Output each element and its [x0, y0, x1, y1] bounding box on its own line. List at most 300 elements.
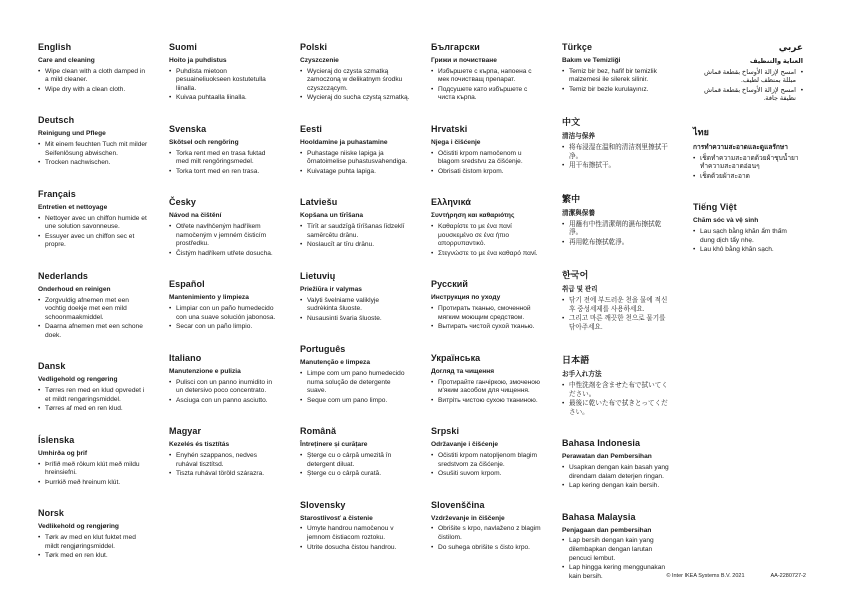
bullet-text: Mit einem feuchten Tuch mit milder Seifenlösung abwischen.	[45, 141, 148, 157]
bullet-icon: •	[300, 67, 303, 75]
bullet-text: Kuivaa puhtaalla liinalla.	[176, 94, 247, 102]
language-section	[38, 271, 148, 341]
bullet-text: Temiz bir bezle kurulayınız.	[569, 85, 649, 93]
bullet-text: Þrífið með rökum klút með mildu hreinsiefni.	[45, 460, 140, 477]
bullet-item	[562, 464, 672, 481]
bullet-text: Zorgvuldig afnemen met een vochtig doekje met een mild schoonmaakmiddel.	[45, 296, 129, 321]
bullet-icon: •	[562, 537, 565, 545]
bullet-text: เช็ดด้วยผ้าสะอาด	[700, 172, 750, 180]
language-name: Slovensky	[300, 499, 346, 510]
language-section	[169, 124, 279, 176]
bullet-icon: •	[431, 67, 434, 75]
section-title: Starostlivosť a čistenie	[300, 514, 373, 522]
bullet-text: Wipe dry with a clean cloth.	[45, 85, 126, 93]
bullet-icon: •	[431, 249, 434, 257]
bullet-icon: •	[562, 297, 565, 304]
bullet-item	[431, 379, 541, 396]
bullet-icon: •	[562, 238, 565, 246]
section-title: Návod na čištění	[169, 212, 222, 220]
bullet-text: Puhdista mietoon pesuaineliuokseen kostutetulla liinalla.	[176, 67, 266, 92]
bullet-icon: •	[38, 478, 41, 486]
bullet-icon: •	[431, 223, 434, 231]
bullet-icon: •	[431, 323, 434, 331]
bullet-text: Витріть чистою сухою тканиною.	[438, 396, 538, 404]
language-section	[300, 42, 410, 103]
bullet-icon: •	[431, 149, 434, 157]
bullet-text: 用干布擦拭干。	[569, 162, 616, 170]
bullet-text: Șterge cu o cârpă curată.	[307, 470, 382, 478]
bullet-item	[300, 168, 410, 177]
bullet-text: Valyti švelniame valiklyje sudrėkinta šluoste.	[307, 296, 380, 313]
bullet-icon: •	[431, 470, 434, 478]
bullet-item	[693, 69, 803, 86]
bullet-icon: •	[800, 86, 803, 94]
language-section	[300, 344, 410, 405]
bullet-item	[169, 150, 279, 167]
bullet-text: Wycieraj do czysta szmatką zamoczoną w delikatnym środku czyszczącym.	[307, 67, 403, 92]
language-section	[562, 512, 672, 582]
bullet-text: Torka torrt med en ren trasa.	[176, 167, 260, 175]
bullet-text: Obrisati čistom krpom.	[438, 167, 504, 175]
bullet-icon: •	[300, 167, 303, 175]
bullet-icon: •	[693, 228, 696, 236]
bullet-text: Trocken nachwischen.	[45, 159, 111, 167]
bullet-text: Вытирать чистой сухой тканью.	[438, 323, 535, 331]
language-section	[562, 268, 672, 332]
bullet-icon: •	[169, 470, 172, 478]
bullet-icon: •	[300, 525, 303, 533]
language-section	[431, 124, 541, 176]
bullet-icon: •	[169, 305, 172, 313]
language-name: Русский	[431, 279, 469, 290]
language-section	[562, 42, 672, 94]
bullet-item	[562, 564, 672, 581]
section-title: Njega i čišćenje	[431, 138, 481, 146]
bullet-icon: •	[38, 85, 41, 93]
bullet-item	[38, 141, 148, 158]
bullet-item	[562, 315, 672, 332]
bullet-item	[38, 405, 148, 414]
bullet-text: Lau sạch bằng khăn ẩm thấm dung dịch tẩy nhẹ.	[700, 228, 787, 244]
language-section	[431, 197, 541, 258]
bullet-text: Tørres af med en ren klud.	[45, 405, 123, 413]
bullet-icon: •	[38, 67, 41, 75]
bullet-text: Tīrīt ar saudzīgā tīrīšanas līdzeklī samērcētu drānu.	[307, 223, 405, 239]
bullet-text: Čistým hadříkem utřete dosucha.	[176, 249, 273, 257]
bullet-item	[169, 223, 279, 249]
section-title: 취급 및 관리	[562, 286, 598, 294]
bullet-icon: •	[300, 94, 303, 102]
bullet-icon: •	[38, 323, 41, 331]
bullet-icon: •	[169, 323, 172, 331]
language-section	[169, 426, 279, 478]
bullet-text: Torka rent med en trasa fuktad med milt rengöringsmedel.	[176, 149, 266, 166]
bullet-text: Tørk av med en klut fuktet med mildt rengjøringsmiddel.	[45, 533, 136, 550]
bullet-text: 将布浸湿在温和的清洁剂里擦拭干净。	[569, 144, 668, 160]
bullet-text: Enyhén szappanos, nedves ruhával tisztítsd.	[176, 451, 258, 468]
bullet-icon: •	[38, 214, 41, 222]
bullet-icon: •	[169, 378, 172, 386]
bullet-icon: •	[562, 315, 565, 323]
section-title: Kopšana un tīrīšana	[300, 212, 364, 220]
language-section	[300, 426, 410, 478]
bullet-icon: •	[431, 525, 434, 533]
bullet-item	[169, 250, 279, 259]
text-column	[300, 42, 410, 595]
bullet-item	[38, 86, 148, 95]
bullet-item	[169, 470, 279, 479]
bullet-item	[562, 68, 672, 85]
bullet-icon: •	[431, 396, 434, 404]
bullet-text: 用蘸有中性清潔劑的濕布擦拭乾淨。	[569, 220, 662, 237]
bullet-text: Utrite dosucha čistou handrou.	[307, 543, 397, 551]
bullet-item	[562, 162, 672, 171]
bullet-icon: •	[38, 552, 41, 560]
bullet-icon: •	[431, 85, 434, 93]
bullet-item	[38, 233, 148, 250]
bullet-icon: •	[300, 543, 303, 551]
language-name: Deutsch	[38, 115, 75, 126]
bullet-icon: •	[300, 223, 303, 231]
bullet-icon: •	[693, 172, 696, 180]
bullet-text: Στεγνώστε το με ένα καθαρό πανί.	[438, 249, 538, 257]
bullet-text: 中性洗剤を含ませた布で拭いてください。	[569, 381, 668, 398]
bullet-item	[693, 228, 803, 245]
section-title: Vedlikehold og rengjøring	[38, 523, 119, 531]
language-name: ไทย	[693, 126, 710, 137]
bullet-item	[431, 223, 541, 249]
bullet-item	[431, 86, 541, 103]
bullet-icon: •	[38, 141, 41, 149]
bullet-item	[562, 482, 672, 491]
bullet-item	[431, 470, 541, 479]
bullet-text: امسح لإزالة الأوساخ بقطعة قماش نظيفة جافة.	[703, 86, 796, 103]
bullet-icon: •	[38, 460, 41, 468]
bullet-item	[38, 534, 148, 551]
text-column	[38, 42, 148, 595]
bullet-item	[300, 68, 410, 94]
bullet-item	[300, 297, 410, 314]
section-title: Održavanje i čišćenje	[431, 441, 499, 449]
bullet-item	[169, 379, 279, 396]
bullet-text: Протирайте ганчіркою, змоченою м'яким засобом для чищення.	[438, 378, 540, 395]
bullet-text: Asciuga con un panno asciutto.	[176, 396, 268, 404]
bullet-item	[562, 297, 672, 314]
bullet-icon: •	[300, 314, 303, 322]
section-title: Chăm sóc và vệ sinh	[693, 217, 759, 225]
bullet-text: Tiszta ruhával töröld szárazra.	[176, 470, 265, 478]
language-name: 繁中	[562, 193, 581, 204]
language-name: Lietuvių	[300, 270, 336, 281]
text-column	[431, 42, 541, 595]
bullet-text: Καθαρίστε το με ένα πανί μουσκεμένο σε ένα ήπιο απορρυπαντικό.	[438, 223, 512, 248]
bullet-text: Pulisci con un panno inumidito in un detersivo poco concentrato.	[176, 378, 273, 395]
bullet-icon: •	[562, 67, 565, 75]
section-title: Συντήρηση και καθαριότης	[431, 212, 515, 220]
bullet-item	[38, 215, 148, 232]
bullet-text: Nettoyer avec un chiffon humide et une solution savonneuse.	[45, 214, 147, 231]
language-name: Eesti	[300, 123, 323, 134]
language-section	[38, 435, 148, 487]
language-name: Polski	[300, 42, 328, 52]
bullet-item	[562, 144, 672, 161]
language-name: Português	[300, 344, 346, 355]
language-name: Íslenska	[38, 434, 75, 445]
page-footer	[666, 573, 806, 579]
bullet-item	[38, 68, 148, 85]
bullet-icon: •	[38, 405, 41, 413]
language-name: Nederlands	[38, 270, 89, 281]
language-section	[562, 192, 672, 247]
language-section	[693, 125, 803, 181]
bullet-text: Otřete navlhčeným hadříkem namočeným v jemném čisticím prostředku.	[176, 223, 267, 248]
language-name: Български	[431, 42, 480, 52]
bullet-icon: •	[562, 144, 565, 152]
bullet-item	[431, 250, 541, 259]
language-name: 한국어	[562, 270, 589, 281]
language-name: Ελληνικά	[431, 197, 472, 208]
bullet-text: Tørk med en ren klut.	[45, 552, 108, 560]
bullet-text: Lap bersih dengan kain yang dilembapkan dengan larutan pencuci lembut.	[569, 537, 654, 562]
bullet-text: Umyte handrou namočenou v jemnom čistiacom roztoku.	[307, 525, 394, 541]
bullet-icon: •	[693, 154, 696, 162]
language-section	[693, 202, 803, 254]
bullet-item	[300, 223, 410, 240]
bullet-icon: •	[562, 220, 565, 228]
language-section	[562, 115, 672, 170]
language-section	[431, 42, 541, 103]
bullet-item	[38, 387, 148, 404]
language-section	[300, 197, 410, 249]
section-title: Întreținere și curățare	[300, 441, 368, 449]
language-section	[169, 279, 279, 331]
language-name: 日本語	[562, 355, 590, 366]
bullet-icon: •	[800, 68, 803, 76]
bullet-text: Puhastage niiske lapiga ja õrnatoimelise puhastusvahendiga.	[307, 149, 408, 166]
bullet-item	[169, 452, 279, 469]
language-name: Suomi	[169, 42, 198, 52]
bullet-text: Lap hingga kering menggunakan kain bersih.	[569, 564, 666, 580]
bullet-item	[431, 150, 541, 167]
bullet-text: Tørres ren med en klud opvredet i et mildt rengøringsmiddel.	[45, 387, 145, 403]
bullet-item	[562, 537, 672, 563]
section-title: Hoito ja puhdistus	[169, 57, 227, 64]
bullet-icon: •	[562, 482, 565, 490]
bullet-text: Daarna afnemen met een schone doek.	[45, 323, 143, 339]
bullet-text: Nusausinti švaria šluoste.	[307, 314, 382, 322]
bullet-item	[38, 461, 148, 478]
language-section	[300, 500, 410, 552]
bullet-text: 最後に乾いた布で拭きとってください。	[569, 400, 668, 416]
language-section	[38, 189, 148, 250]
bullet-item	[693, 87, 803, 104]
language-section	[693, 42, 803, 104]
bullet-text: Избършете с кърпа, напоена с мек почистващ препарат.	[438, 67, 532, 84]
section-title: Mantenimiento y limpieza	[169, 294, 249, 302]
section-title: Manutenzione e pulizia	[169, 367, 241, 375]
language-section	[169, 353, 279, 405]
language-name: Latviešu	[300, 197, 338, 208]
language-name: Bahasa Indonesia	[562, 438, 641, 449]
text-column	[169, 42, 279, 595]
language-name: Dansk	[38, 361, 66, 372]
bullet-icon: •	[169, 223, 172, 231]
bullet-text: Očistiti krpom natopljenom blagim sredstvom za čišćenje.	[438, 451, 537, 468]
bullet-item	[562, 221, 672, 238]
language-section	[38, 508, 148, 560]
section-title: Инструкция по уходу	[431, 294, 501, 302]
language-name: Tiếng Việt	[693, 202, 737, 213]
bullet-icon: •	[431, 451, 434, 459]
doc-number: AA-2280727-2	[770, 573, 806, 579]
bullet-item	[38, 159, 148, 168]
bullet-icon: •	[431, 305, 434, 313]
bullet-item	[169, 305, 279, 322]
section-title: Kezelés és tisztítás	[169, 441, 230, 449]
section-title: Penjagaan dan pembersihan	[562, 526, 652, 534]
bullet-icon: •	[300, 396, 303, 404]
language-name: Magyar	[169, 426, 202, 437]
bullet-item	[431, 305, 541, 322]
language-section	[431, 500, 541, 552]
bullet-item	[431, 397, 541, 406]
bullet-icon: •	[169, 94, 172, 102]
bullet-item	[562, 382, 672, 399]
bullet-item	[300, 544, 410, 553]
bullet-icon: •	[169, 396, 172, 404]
bullet-icon: •	[562, 463, 565, 471]
section-title: العناية والتنظيف	[749, 58, 803, 65]
bullet-item	[300, 94, 410, 103]
bullet-item	[300, 470, 410, 479]
section-title: Vedligehold og rengøring	[38, 376, 118, 384]
language-name: Français	[38, 188, 76, 199]
bullet-icon: •	[562, 381, 565, 389]
bullet-icon: •	[300, 241, 303, 249]
section-title: Care and cleaning	[38, 57, 95, 64]
bullet-icon: •	[431, 378, 434, 386]
language-name: Bahasa Malaysia	[562, 511, 636, 522]
bullet-text: Noslaucīt ar tīru drānu.	[307, 241, 375, 249]
bullet-text: Osušiti suvom krpom.	[438, 470, 502, 478]
bullet-icon: •	[169, 67, 172, 75]
bullet-icon: •	[562, 162, 565, 170]
language-section	[431, 279, 541, 331]
language-section	[300, 124, 410, 176]
bullet-text: Secar con un paño limpio.	[176, 323, 253, 331]
bullet-item	[38, 479, 148, 488]
section-title: Reinigung und Pflege	[38, 130, 106, 138]
bullet-text: 再用乾布擦拭乾淨。	[569, 238, 629, 246]
bullet-item	[38, 297, 148, 323]
bullet-icon: •	[693, 246, 696, 254]
bullet-item	[169, 168, 279, 177]
section-title: Perawatan dan Pembersihan	[562, 453, 652, 461]
section-title: Priežiūra ir valymas	[300, 285, 362, 293]
bullet-text: Lau khô bằng khăn sạch.	[700, 246, 774, 254]
language-name: Türkçe	[562, 42, 593, 52]
bullet-item	[431, 525, 541, 542]
bullet-text: Kuivatage puhta lapiga.	[307, 167, 376, 175]
bullet-text: Do suhega obrišite s čisto krpo.	[438, 543, 530, 551]
bullet-item	[169, 397, 279, 406]
language-section	[431, 353, 541, 405]
language-name: Norsk	[38, 508, 65, 519]
language-section	[169, 42, 279, 103]
bullet-text: Obrišite s krpo, navlaženo z blagim čistilom.	[438, 525, 541, 541]
language-name: Română	[300, 426, 337, 437]
bullet-text: Lap kering dengan kain bersih.	[569, 482, 660, 490]
bullet-item	[169, 68, 279, 94]
section-title: Czyszczenie	[300, 57, 339, 64]
copyright-text: © Inter IKEA Systems B.V. 2021	[666, 573, 745, 579]
bullet-text: Подсушете като избършете с чиста кърпа.	[438, 85, 528, 102]
section-title: Skötsel och rengöring	[169, 138, 239, 146]
bullet-text: เช็ดทำความสะอาดด้วยผ้าชุบน้ำยาทำความสะอาดอ่อนๆ	[700, 154, 799, 171]
bullet-text: Temiz bir bez, hafif bir temizlik malzemesi ile silerek silinir.	[569, 67, 657, 84]
bullet-icon: •	[38, 387, 41, 395]
section-title: การทำความสะอาดและดูแลรักษา	[693, 143, 788, 151]
bullet-text: Wipe clean with a cloth damped in a mild cleaner.	[45, 67, 146, 84]
section-title: Umhirða og þrif	[38, 449, 88, 457]
language-section	[431, 426, 541, 478]
bullet-text: Þurrkið með hreinum klút.	[45, 478, 121, 486]
bullet-icon: •	[431, 543, 434, 551]
section-title: Entretien et nettoyage	[38, 203, 108, 211]
bullet-item	[562, 86, 672, 95]
bullet-icon: •	[38, 533, 41, 541]
bullet-item	[300, 241, 410, 250]
bullet-item	[431, 168, 541, 177]
text-column	[562, 42, 672, 595]
bullet-icon: •	[169, 451, 172, 459]
language-name: Español	[169, 279, 205, 290]
language-name: 中文	[562, 117, 581, 128]
bullet-icon: •	[169, 249, 172, 257]
bullet-icon: •	[562, 400, 565, 408]
bullet-item	[431, 452, 541, 469]
text-column	[693, 42, 803, 595]
bullet-icon: •	[300, 296, 303, 304]
language-name: Česky	[169, 197, 197, 208]
bullet-item	[38, 552, 148, 561]
bullet-icon: •	[38, 296, 41, 304]
section-title: Догляд та чищення	[431, 367, 495, 375]
section-title: 清洁与保养	[562, 133, 595, 141]
bullet-icon: •	[169, 167, 172, 175]
bullet-text: Usapkan dengan kain basah yang direndam dalam deterjen ringan.	[569, 463, 669, 480]
bullet-icon: •	[300, 451, 303, 459]
bullet-text: Očistiti krpom namočenom u blagom sredstvu za čišćenje.	[438, 149, 523, 166]
language-section	[562, 353, 672, 417]
bullet-item	[693, 155, 803, 172]
language-name: Українська	[431, 352, 481, 363]
section-title: Bakım ve Temizliği	[562, 57, 621, 64]
bullet-item	[431, 323, 541, 332]
language-columns	[38, 42, 803, 595]
bullet-item	[562, 239, 672, 248]
section-title: Грижи и почистване	[431, 57, 497, 64]
bullet-item	[300, 452, 410, 469]
bullet-item	[38, 323, 148, 340]
bullet-text: Șterge cu o cârpă umezită în detergent diluat.	[307, 451, 392, 468]
bullet-icon: •	[169, 149, 172, 157]
language-section	[38, 115, 148, 167]
bullet-item	[693, 246, 803, 255]
bullet-icon: •	[300, 369, 303, 377]
language-section	[38, 42, 148, 94]
language-section	[169, 197, 279, 258]
